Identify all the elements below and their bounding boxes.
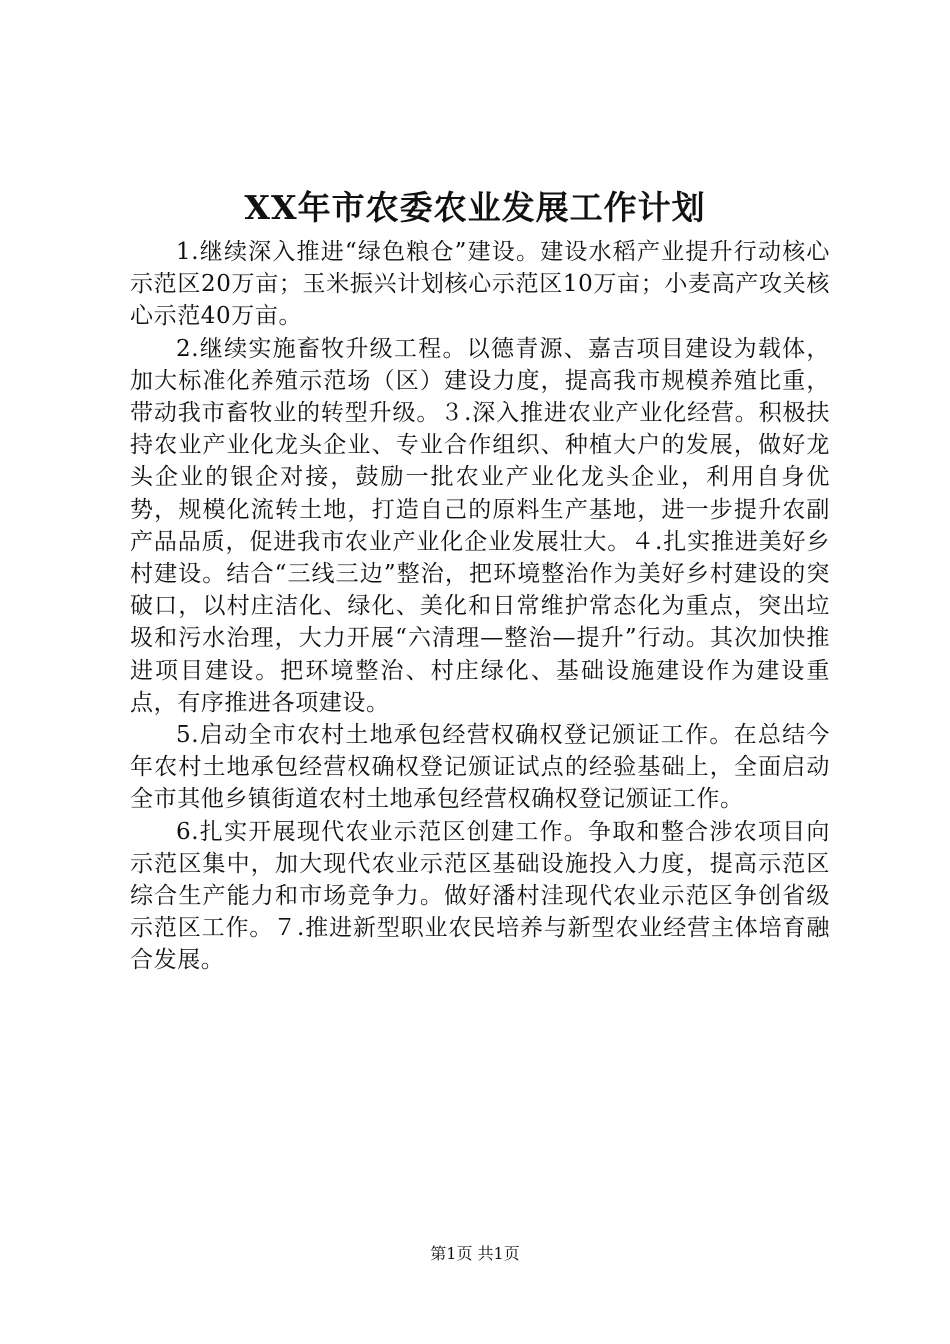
document-body bbox=[130, 236, 830, 977]
document-title: XX年市农委农业发展工作计划 bbox=[244, 188, 706, 227]
paragraph-2: 2.继续实施畜牧升级工程。以德青源、嘉吉项目建设为载体，加大标准化养殖示范场（区）建设力度，提高我市规模养殖比重，带动我市畜牧业的转型升级。３.深入推进农业产业化经营。积极扶持农业产业化龙头企业、专业合作组织、种植大户的发展，做好龙头企业的银企对接，鼓励一批农业产业化龙头企业，利用自身优势，规模化流转土地，打造自己的原料生产基地，进一步提升农副产品品质，促进我市农业产业化企业发展壮大。４.扎实推进美好乡村建设。结合“三线三边”整治，把环境整治作为美好乡村建设的突破口，以村庄洁化、绿化、美化和日常维护常态化为重点，突出垃圾和污水治理，大力开展“六清理—整治—提升”行动。其次加快推进项目建设。把环境整治、村庄绿化、基础设施建设作为建设重点，有序推进各项建设。 bbox=[130, 335, 830, 716]
paragraph-1: 1.继续深入推进“绿色粮仓”建设。建设水稻产业提升行动核心示范区20万亩；玉米振兴计划核心示范区10万亩；小麦高产攻关核心示范40万亩。 bbox=[130, 239, 830, 330]
page-number-footer: 第1页 共1页 bbox=[430, 1244, 520, 1263]
paragraph-3: 5.启动全市农村土地承包经营权确权登记颁证工作。在总结今年农村土地承包经营权确权登记颁证试点的经验基础上，全面启动全市其他乡镇街道农村土地承包经营权确权登记颁证工作。 bbox=[130, 722, 830, 813]
paragraph-4: 6.扎实开展现代农业示范区创建工作。争取和整合涉农项目向示范区集中，加大现代农业示范区基础设施投入力度，提高示范区综合生产能力和市场竞争力。做好潘村洼现代农业示范区争创省级示范区工作。７.推进新型职业农民培养与新型农业经营主体培育融合发展。 bbox=[130, 818, 830, 974]
